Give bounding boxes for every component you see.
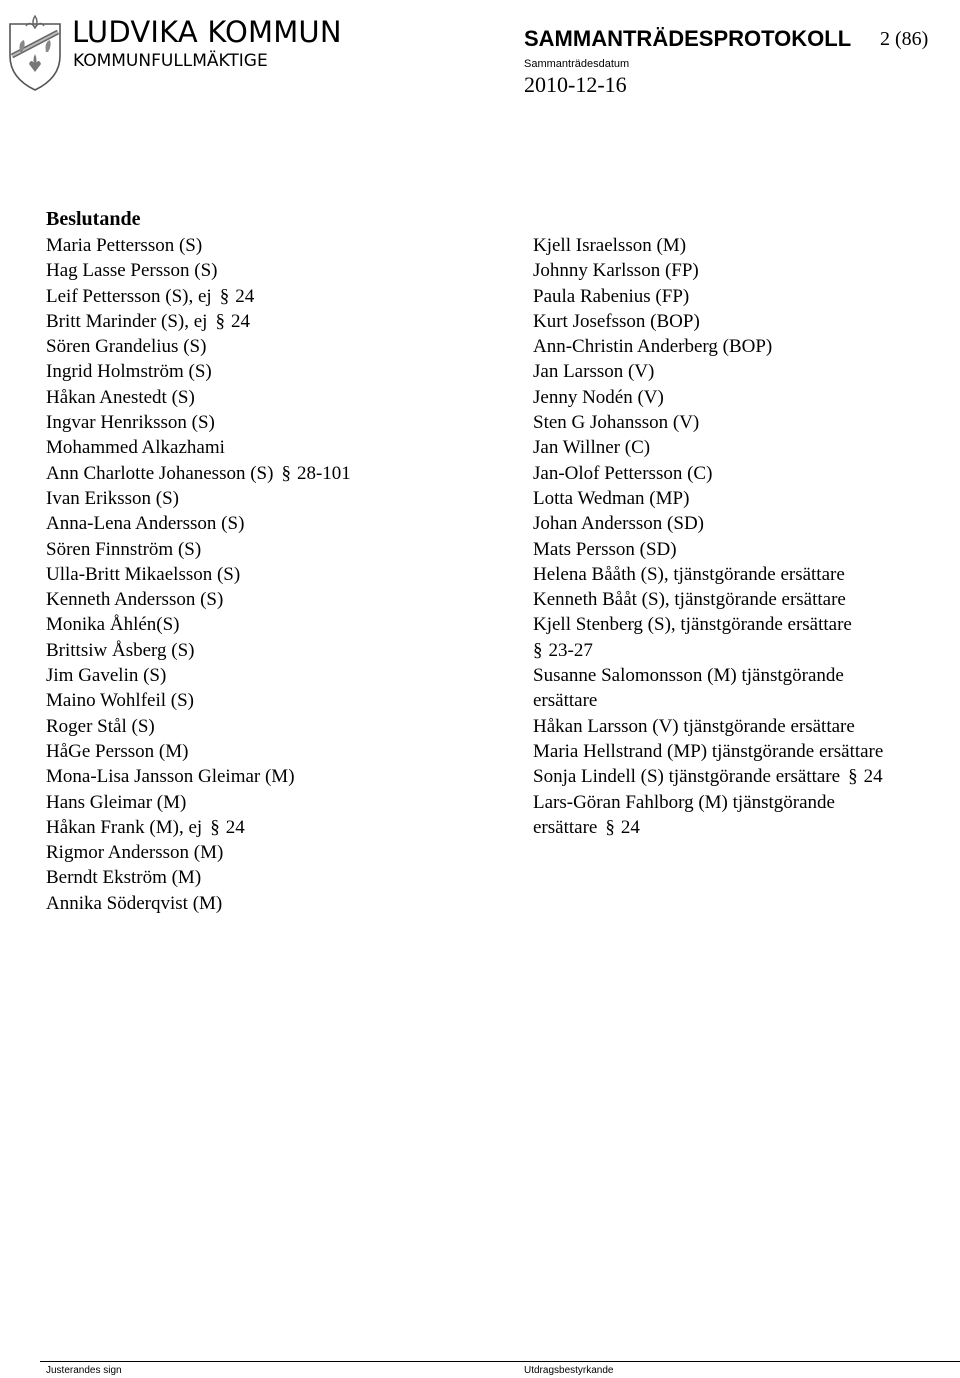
coat-of-arms-icon [4,12,66,92]
list-item [46,714,351,739]
list-item [46,309,351,334]
list-item [533,359,883,384]
list-item [533,612,883,637]
list-item [533,410,883,435]
list-item [46,410,351,435]
member-name: Håkan Anestedt (S) [46,386,195,408]
list-item [46,258,351,283]
section-sign-icon: § [219,285,230,307]
list-item [533,537,883,562]
list-item [46,537,351,562]
member-name: Maria Hellstrand (MP) tjänstgörande ersättare [533,740,884,762]
section-sign-icon: § [210,816,220,838]
member-name: Berndt Ekström (M) [46,867,202,889]
list-item [533,815,883,840]
footer-signature-label: Justerandes sign [46,1365,122,1376]
list-item [46,461,351,486]
member-name: Sören Grandelius (S) [46,336,207,358]
member-name: Lars-Göran Fahlborg (M) tjänstgörande [533,791,835,813]
section-sign-icon: § [533,639,543,661]
member-name: Rigmor Andersson (M) [46,842,224,864]
section-sign-icon: § [605,816,615,838]
member-name: Ann Charlotte Johanesson (S) [46,462,274,484]
member-name: Mohammed Alkazhami [46,437,225,459]
member-name: Hans Gleimar (M) [46,791,187,813]
member-name: Sten G Johansson (V) [533,412,700,434]
right-member-list [533,233,883,840]
paragraph-reference: 24 [235,285,255,307]
member-name: Jan Larsson (V) [533,361,655,383]
list-item [46,790,351,815]
list-item [46,511,351,536]
list-item [533,309,883,334]
member-name: Kjell Stenberg (S), tjänstgörande ersättare [533,614,852,636]
member-name: Ivan Eriksson (S) [46,487,179,509]
list-item [533,511,883,536]
member-name: Brittsiw Åsberg (S) [46,639,195,661]
list-item [533,284,883,309]
list-item [46,587,351,612]
member-name: Leif Pettersson (S), ej [46,285,212,307]
member-name: Roger Stål (S) [46,715,155,737]
list-item [533,714,883,739]
paragraph-reference: 24 [230,310,250,332]
list-item [46,284,351,309]
list-item [46,612,351,637]
list-item [46,233,351,258]
member-name: HåGe Persson (M) [46,740,189,762]
list-item [46,486,351,511]
member-name: Kenneth Andersson (S) [46,589,224,611]
left-member-list [46,233,351,916]
member-name: Ann-Christin Anderberg (BOP) [533,336,773,358]
member-name: Britt Marinder (S), ej [46,310,208,332]
list-item [533,435,883,460]
member-name: Jan-Olof Pettersson (C) [533,462,713,484]
list-item [533,688,883,713]
list-item [533,385,883,410]
member-name: Monika Åhlén(S) [46,614,180,636]
section-heading: Beslutande [46,208,141,230]
meeting-date-label: Sammanträdesdatum [524,58,630,70]
member-name: Kenneth Bååt (S), tjänstgörande ersättare [533,589,846,611]
member-name: Anna-Lena Andersson (S) [46,513,245,535]
section-sign-icon: § [848,766,858,788]
list-item [46,840,351,865]
list-item [46,359,351,384]
member-name: Jenny Nodén (V) [533,386,664,408]
list-item [533,486,883,511]
member-name: Sonja Lindell (S) tjänstgörande ersättare [533,766,841,788]
list-item [46,435,351,460]
member-name: Jim Gavelin (S) [46,665,167,687]
document-title: SAMMANTRÄDESPROTOKOLL [524,26,852,51]
list-item [46,815,351,840]
paragraph-reference: 24 [863,766,883,788]
member-name: Hag Lasse Persson (S) [46,260,218,282]
footer-certification-label: Utdragsbestyrkande [524,1365,614,1376]
list-item [46,688,351,713]
list-item [46,638,351,663]
member-name: ersättare [533,816,598,838]
list-item [533,663,883,688]
list-item [533,334,883,359]
list-item [533,587,883,612]
member-name: Lotta Wedman (MP) [533,487,690,509]
member-name: Jan Willner (C) [533,437,651,459]
section-sign-icon: § [281,462,291,484]
member-name: Ingrid Holmström (S) [46,361,212,383]
paragraph-reference: 28-101 [296,462,351,484]
organization-subtitle: KOMMUNFULLMÄKTIGE [73,51,268,71]
section-sign-icon: § [215,310,225,332]
member-name: Annika Söderqvist (M) [46,892,223,914]
member-name: Håkan Frank (M), ej [46,816,203,838]
organization-name: LUDVIKA KOMMUN [72,15,342,49]
member-name: Maria Pettersson (S) [46,235,203,256]
member-name: Johnny Karlsson (FP) [533,260,699,282]
list-item [46,562,351,587]
member-name: Ingvar Henriksson (S) [46,412,215,434]
member-name: ersättare [533,690,598,712]
member-name: Johan Andersson (SD) [533,513,704,535]
member-name: Maino Wohlfeil (S) [46,690,194,712]
list-item [46,891,351,916]
meeting-date: 2010-12-16 [524,72,627,97]
member-name: Mona-Lisa Jansson Gleimar (M) [46,766,295,788]
member-name: Håkan Larsson (V) tjänstgörande ersättare [533,715,855,737]
list-item [46,334,351,359]
list-item [533,461,883,486]
member-name: Paula Rabenius (FP) [533,285,690,307]
paragraph-reference: 24 [225,816,245,838]
list-item [46,865,351,890]
footer-divider [40,1361,960,1362]
paragraph-reference: 24 [620,816,640,838]
list-item [46,663,351,688]
member-name: Kjell Israelsson (M) [533,235,687,256]
member-name: Sören Finnström (S) [46,538,202,560]
list-item [533,258,883,283]
member-name: Ulla-Britt Mikaelsson (S) [46,563,241,585]
list-item [533,739,883,764]
list-item [533,562,883,587]
list-item [533,233,883,258]
page-number: 2 (86) [880,28,929,50]
member-name: Susanne Salomonsson (M) tjänstgörande [533,665,844,687]
member-name: Mats Persson (SD) [533,538,677,560]
member-name: Kurt Josefsson (BOP) [533,310,700,332]
member-name: Helena Bååth (S), tjänstgörande ersättare [533,563,845,585]
list-item [533,764,883,789]
list-item [46,385,351,410]
list-item [533,638,883,663]
paragraph-reference: 23-27 [548,639,593,661]
list-item [46,739,351,764]
list-item [533,790,883,815]
list-item [46,764,351,789]
